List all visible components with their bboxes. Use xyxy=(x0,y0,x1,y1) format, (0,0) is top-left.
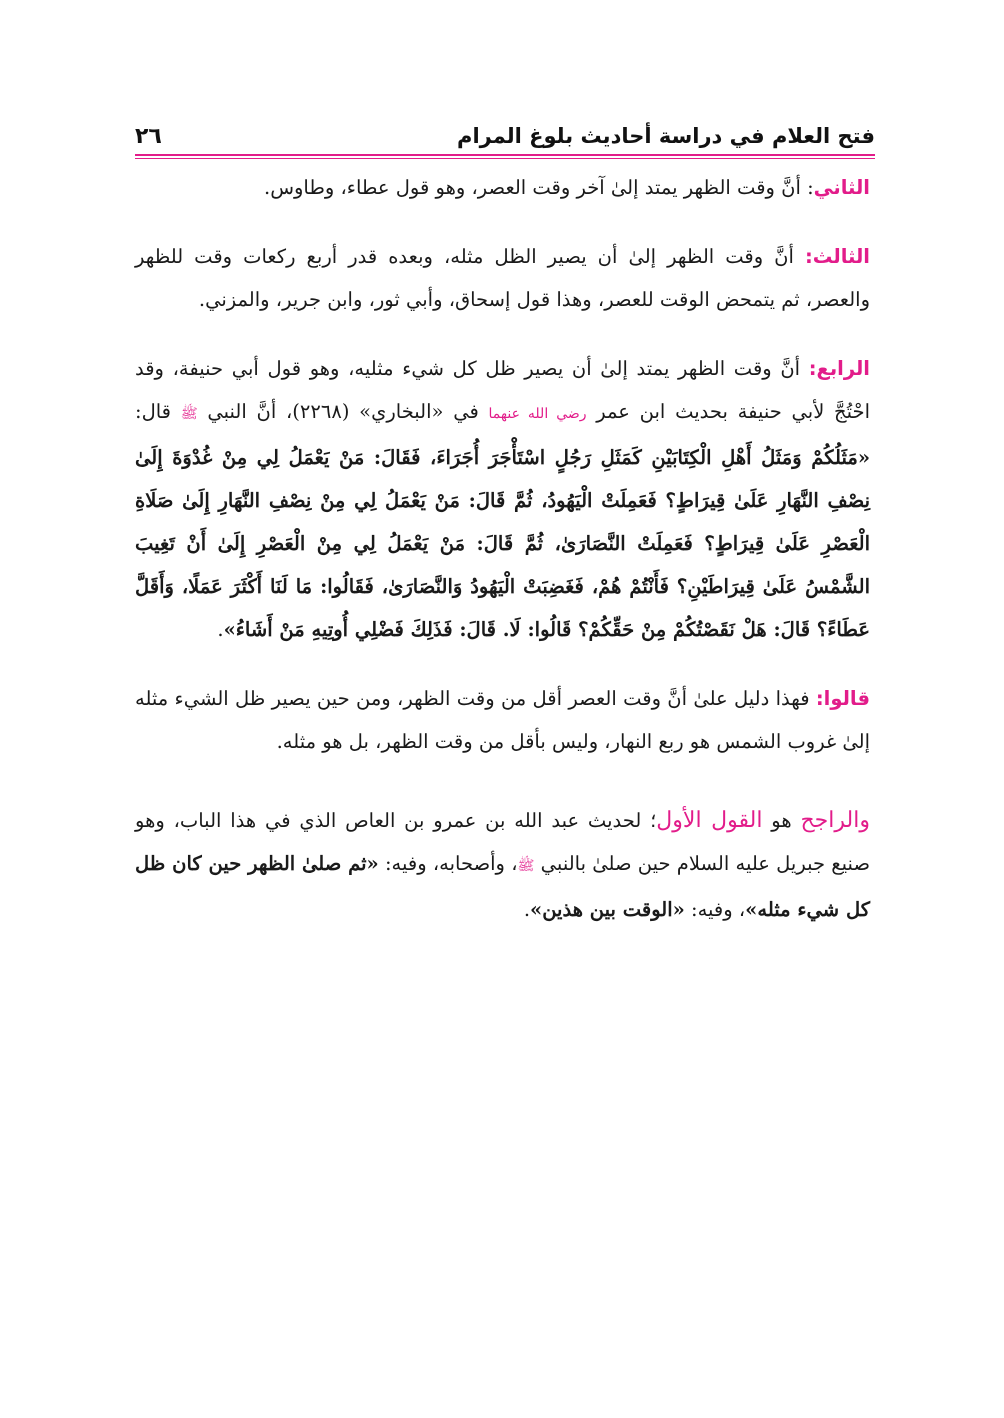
text-fourth-d: قال: xyxy=(135,400,181,423)
text-fourth-c: (٢٢٦٨)، أنَّ النبي xyxy=(197,400,360,423)
text-third: أنَّ وقت الظهر إلىٰ أن يصير الظل مثله، وبعده قدر أربع ركعات وقت للظهر والعصر، ثم يتمحض الوقت للعصر، وهذا قول إسحاق، وأبي ثور، وابن جرير، والمزني. xyxy=(135,245,870,311)
text-fourth-a: أنَّ وقت الظهر يمتد إلىٰ أن يصير ظل كل شيء مثليه، وهو قول أبي حنيفة، وقد احْتُجَّ لأبي حنيفة بحديث ابن عمر xyxy=(135,357,870,423)
text-second: : أنَّ وقت الظهر يمتد إلىٰ آخر وقت العصر، وهو قول عطاء، وطاوس. xyxy=(264,176,814,199)
quote-dhuhr-time: «ثم صلىٰ الظهر حين كان ظل كل شيء مثله» xyxy=(135,852,870,921)
paragraph-fourth-opinion xyxy=(135,347,870,651)
paragraph-third-opinion xyxy=(135,235,870,321)
source-bukhari: «البخاري» xyxy=(359,400,444,423)
text-preferred-end: . xyxy=(523,898,531,921)
header-rule-thick xyxy=(135,154,875,156)
honorific-radiallahu: رضي الله عنهما xyxy=(488,406,587,422)
label-they-said: قالوا: xyxy=(815,687,870,710)
hadith-quote-open: « xyxy=(857,446,870,469)
text-preferred-d: ، وفيه: xyxy=(684,898,746,921)
honorific-salallahu: ﷺ xyxy=(180,406,198,422)
page-body xyxy=(135,166,870,951)
text-fourth-b: في xyxy=(443,400,489,423)
running-title: فتح العلام في دراسة أحاديث بلوغ المرام xyxy=(457,124,875,148)
paragraph-second-opinion xyxy=(135,166,870,209)
page-header xyxy=(135,118,875,154)
page-number: ٢٦ xyxy=(135,123,162,149)
label-first-opinion: القول الأول xyxy=(656,808,763,833)
text-preferred-b: ؛ لحديث عبد الله بن عمرو بن العاص الذي في هذا الباب، وهو صنيع جبريل عليه السلام حين صلىٰ بالنبي xyxy=(135,809,870,875)
hadith-text: مَثَلُكُمْ وَمَثَلُ أَهْلِ الْكِتَابَيْنِ كَمَثَلِ رَجُلٍ اسْتَأْجَرَ أُجَرَاءَ، فَقَالَ: مَنْ يَعْمَلُ لِي مِنْ غُدْوَةَ إِلَىٰ نِصْفِ النَّهَارِ عَلَىٰ قِيرَاطٍ؟ فَعَمِلَتْ الْيَهُودُ، ثُمَّ قَالَ: مَنْ يَعْمَلُ لِي مِنْ نِصْفِ النَّهَارِ إِلَىٰ صَلَاةِ الْعَصْرِ عَلَىٰ قِيرَاطٍ؟ فَعَمِلَتْ النَّصَارَىٰ، ثُمَّ قَالَ: مَنْ يَعْمَلُ لِي مِنْ الْعَصْرِ إِلَىٰ أَنْ تَغِيبَ الشَّمْسُ عَلَىٰ قِيرَاطَيْنِ؟ فَأَنْتُمْ هُمْ، فَغَضِبَتْ الْيَهُودُ وَالنَّصَارَىٰ، فَقَالُوا: مَا لَنَا أَكْثَرَ عَمَلًا، وَأَقَلَّ عَطَاءً؟ قَالَ: هَلْ نَقَصْتُكُمْ مِنْ حَقِّكُمْ؟ قَالُوا: لَا. قَالَ: فَذَلِكَ فَضْلِي أُوتِيهِ مَنْ أَشَاءُ xyxy=(135,446,870,641)
text-preferred-c: ، وأصحابه، وفيه: xyxy=(378,852,518,875)
quote-time-between: «الوقت بين هذين» xyxy=(530,898,685,921)
paragraph-they-said xyxy=(135,677,870,763)
text-preferred-a: هو xyxy=(762,809,801,832)
text-fourth-end: . xyxy=(217,618,224,641)
header-rule-thin xyxy=(135,158,875,159)
paragraph-preferred-opinion xyxy=(135,799,870,931)
label-third: الثالث: xyxy=(804,245,870,268)
honorific-salallahu-2: ﷺ xyxy=(517,858,535,874)
hadith-quote-close: » xyxy=(223,618,236,641)
label-fourth: الرابع: xyxy=(808,357,870,380)
label-second: الثاني xyxy=(813,176,870,199)
label-preferred: والراجح xyxy=(800,808,870,833)
text-they-said: فهذا دليل علىٰ أنَّ وقت العصر أقل من وقت الظهر، ومن حين يصير ظل الشيء مثله إلىٰ غروب الشمس هو ربع النهار، وليس بأقل من وقت الظهر، بل هو مثله. xyxy=(135,687,870,753)
